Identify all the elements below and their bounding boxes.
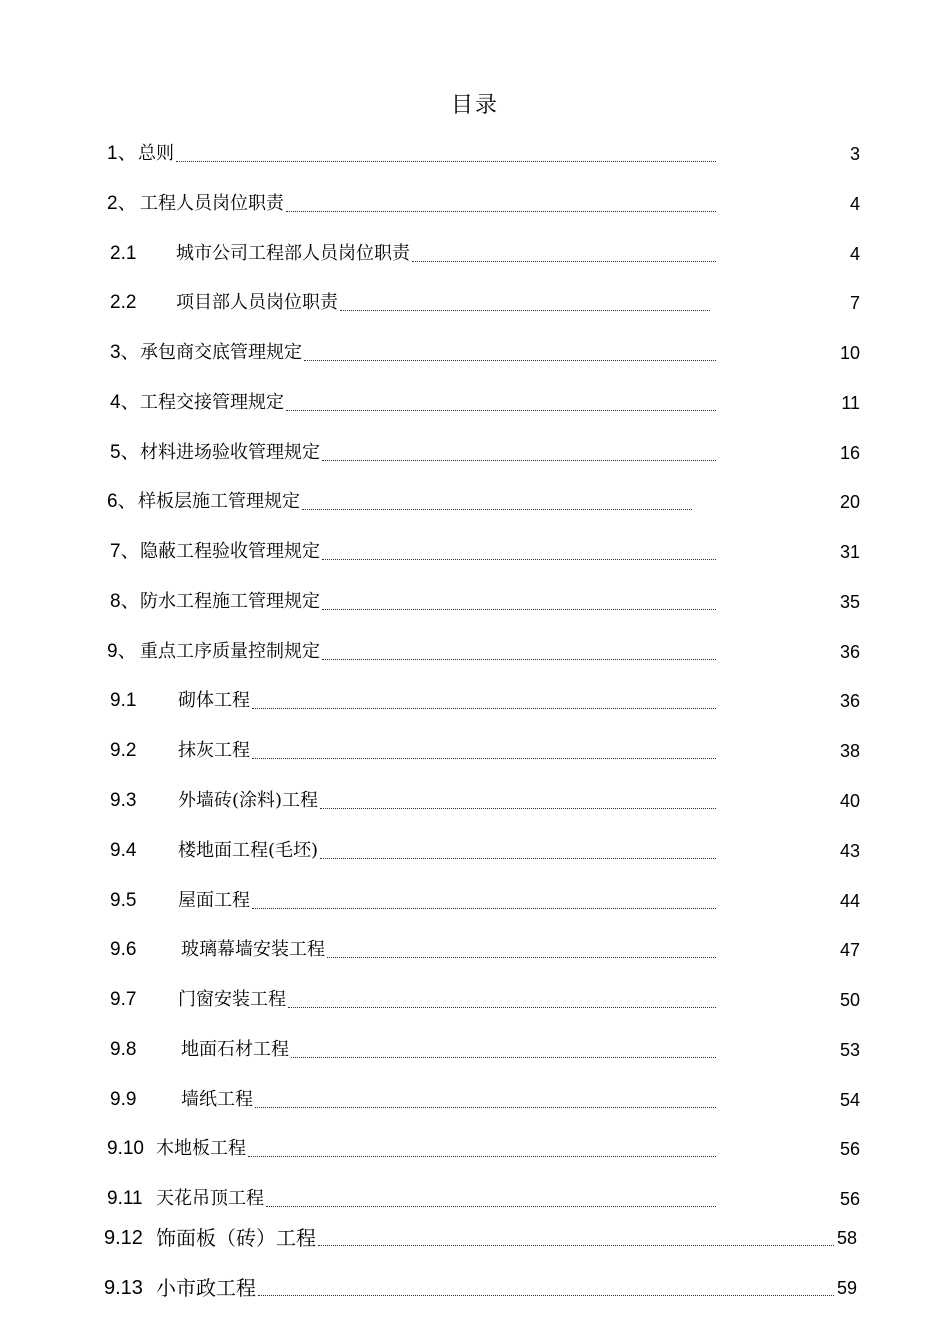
toc-leader-dots <box>258 1295 834 1296</box>
toc-leader-dots <box>322 460 716 461</box>
toc-entry-label: 天花吊顶工程 <box>156 1188 264 1209</box>
toc-leader-dots <box>318 1245 834 1246</box>
toc-entry[interactable] <box>0 1186 950 1212</box>
toc-entry-label: 砌体工程 <box>178 690 250 711</box>
toc-entry-page-number: 50 <box>839 990 860 1010</box>
toc-entry-number: 9.7 <box>110 989 137 1010</box>
toc-leader-dots <box>286 410 716 411</box>
toc-entry-label: 工程交接管理规定 <box>140 392 284 413</box>
toc-entry-label: 材料进场验收管理规定 <box>140 442 320 463</box>
toc-entry[interactable] <box>0 1087 950 1113</box>
toc-entry-page-number: 40 <box>839 791 860 811</box>
toc-entry[interactable] <box>0 1275 950 1301</box>
toc-entry[interactable] <box>0 1037 950 1063</box>
toc-entry-label: 防水工程施工管理规定 <box>140 591 320 612</box>
toc-entry-number: 8、 <box>110 591 140 612</box>
toc-leader-dots <box>320 808 716 809</box>
toc-entry-label: 地面石材工程 <box>181 1039 289 1060</box>
toc-leader-dots <box>322 609 716 610</box>
toc-leader-dots <box>252 908 716 909</box>
toc-leader-dots <box>322 659 716 660</box>
toc-entry[interactable] <box>0 589 950 615</box>
toc-entry-page-number: 3 <box>849 144 860 164</box>
toc-entry-page-number: 38 <box>839 741 860 761</box>
toc-entry-page-number: 53 <box>839 1040 860 1060</box>
toc-entry-label: 木地板工程 <box>156 1138 246 1159</box>
toc-leader-dots <box>412 261 716 262</box>
toc-leader-dots <box>302 509 692 510</box>
toc-entry-label: 玻璃幕墙安装工程 <box>181 939 325 960</box>
toc-entry[interactable] <box>0 539 950 565</box>
toc-entry-number: 9.10 <box>107 1138 144 1159</box>
toc-entry[interactable] <box>0 788 950 814</box>
toc-entry[interactable] <box>0 1225 950 1251</box>
toc-entry-number: 9.8 <box>110 1039 137 1060</box>
toc-entry[interactable] <box>0 738 950 764</box>
toc-leader-dots <box>266 1206 716 1207</box>
toc-entry-number: 9.1 <box>110 690 137 711</box>
toc-entry-page-number: 31 <box>839 542 860 562</box>
toc-entry-label: 抹灰工程 <box>178 740 250 761</box>
toc-entry-number: 9.13 <box>104 1277 143 1299</box>
toc-entry-number: 1、 <box>107 143 137 164</box>
toc-entry-number: 9、 <box>107 641 137 662</box>
toc-entry-label: 饰面板（砖）工程 <box>156 1226 316 1250</box>
toc-entry[interactable] <box>0 639 950 665</box>
toc-entry[interactable] <box>0 141 950 167</box>
toc-entry-number: 5、 <box>110 442 140 463</box>
toc-entry-label: 项目部人员岗位职责 <box>176 292 338 313</box>
toc-entry-number: 9.9 <box>110 1089 137 1110</box>
toc-entry-page-number: 47 <box>839 940 860 960</box>
toc-leader-dots <box>176 161 716 162</box>
toc-entry-number: 9.3 <box>110 790 137 811</box>
toc-leader-dots <box>248 1156 716 1157</box>
toc-title: 目录 <box>450 93 499 118</box>
toc-leader-dots <box>322 559 716 560</box>
toc-entry-number: 9.12 <box>104 1227 143 1249</box>
toc-entry[interactable] <box>0 290 950 316</box>
toc-entry[interactable] <box>0 688 950 714</box>
toc-entry-label: 楼地面工程(毛坯) <box>178 840 319 861</box>
toc-leader-dots <box>340 310 710 311</box>
toc-entry-page-number: 16 <box>839 443 860 463</box>
toc-entry-page-number: 10 <box>839 343 860 363</box>
toc-entry-label: 城市公司工程部人员岗位职责 <box>176 243 410 264</box>
toc-entry-number: 4、 <box>110 392 140 413</box>
toc-entry-number: 6、 <box>107 491 137 512</box>
toc-entry-page-number: 35 <box>839 592 860 612</box>
toc-entry-label: 屋面工程 <box>178 890 250 911</box>
toc-entry[interactable] <box>0 987 950 1013</box>
toc-leader-dots <box>252 708 716 709</box>
toc-entry-label: 小市政工程 <box>156 1276 256 1300</box>
toc-leader-dots <box>291 1057 716 1058</box>
toc-entry-number: 9.6 <box>110 939 137 960</box>
toc-entry-label: 外墙砖(涂料)工程 <box>178 790 319 811</box>
toc-leader-dots <box>304 360 716 361</box>
toc-entry-label: 墙纸工程 <box>181 1089 253 1110</box>
toc-entry-page-number: 58 <box>836 1228 857 1248</box>
toc-entry-page-number: 20 <box>839 492 860 512</box>
toc-entry-number: 7、 <box>110 541 140 562</box>
toc-entry-page-number: 36 <box>839 642 860 662</box>
toc-leader-dots <box>252 758 716 759</box>
toc-entry-page-number: 36 <box>839 691 860 711</box>
toc-entry-label: 总则 <box>138 143 174 164</box>
toc-entry-label: 门窗安装工程 <box>178 989 286 1010</box>
toc-entry-number: 9.5 <box>110 890 137 911</box>
toc-leader-dots <box>320 858 716 859</box>
toc-entry[interactable] <box>0 440 950 466</box>
toc-leader-dots <box>255 1107 716 1108</box>
toc-entry-page-number: 11 <box>841 393 860 413</box>
toc-entry-page-number: 7 <box>849 293 860 313</box>
toc-leader-dots <box>327 957 716 958</box>
toc-entry[interactable] <box>0 340 950 366</box>
toc-entry-page-number: 56 <box>839 1139 860 1159</box>
toc-entry-number: 2、 <box>107 193 137 214</box>
toc-entry[interactable] <box>0 838 950 864</box>
toc-entry-page-number: 44 <box>839 891 860 911</box>
toc-leader-dots <box>286 211 716 212</box>
toc-entry-page-number: 4 <box>849 194 860 214</box>
toc-entry-number: 3、 <box>110 342 140 363</box>
toc-entry[interactable] <box>0 1136 950 1162</box>
toc-entry[interactable] <box>0 390 950 416</box>
toc-entry-number: 2.2 <box>110 292 137 313</box>
toc-entry[interactable] <box>0 489 950 515</box>
toc-entry-label: 重点工序质量控制规定 <box>140 641 320 662</box>
toc-entry-number: 2.1 <box>110 243 137 264</box>
toc-entry-number: 9.4 <box>110 840 137 861</box>
toc-entry-page-number: 43 <box>839 841 860 861</box>
toc-entry-page-number: 59 <box>836 1278 857 1298</box>
toc-entry[interactable] <box>0 191 950 217</box>
toc-entry-number: 9.2 <box>110 740 137 761</box>
toc-leader-dots <box>288 1007 716 1008</box>
toc-entry-label: 样板层施工管理规定 <box>138 491 300 512</box>
toc-entry-label: 承包商交底管理规定 <box>140 342 302 363</box>
toc-entry-number: 9.11 <box>107 1188 143 1209</box>
toc-entry-page-number: 56 <box>839 1189 860 1209</box>
toc-entry-label: 工程人员岗位职责 <box>140 193 284 214</box>
toc-entry[interactable] <box>0 937 950 963</box>
toc-entry-page-number: 4 <box>849 244 860 264</box>
toc-entry[interactable] <box>0 888 950 914</box>
toc-entry-label: 隐蔽工程验收管理规定 <box>140 541 320 562</box>
toc-entry-page-number: 54 <box>839 1090 860 1110</box>
toc-entry[interactable] <box>0 241 950 267</box>
